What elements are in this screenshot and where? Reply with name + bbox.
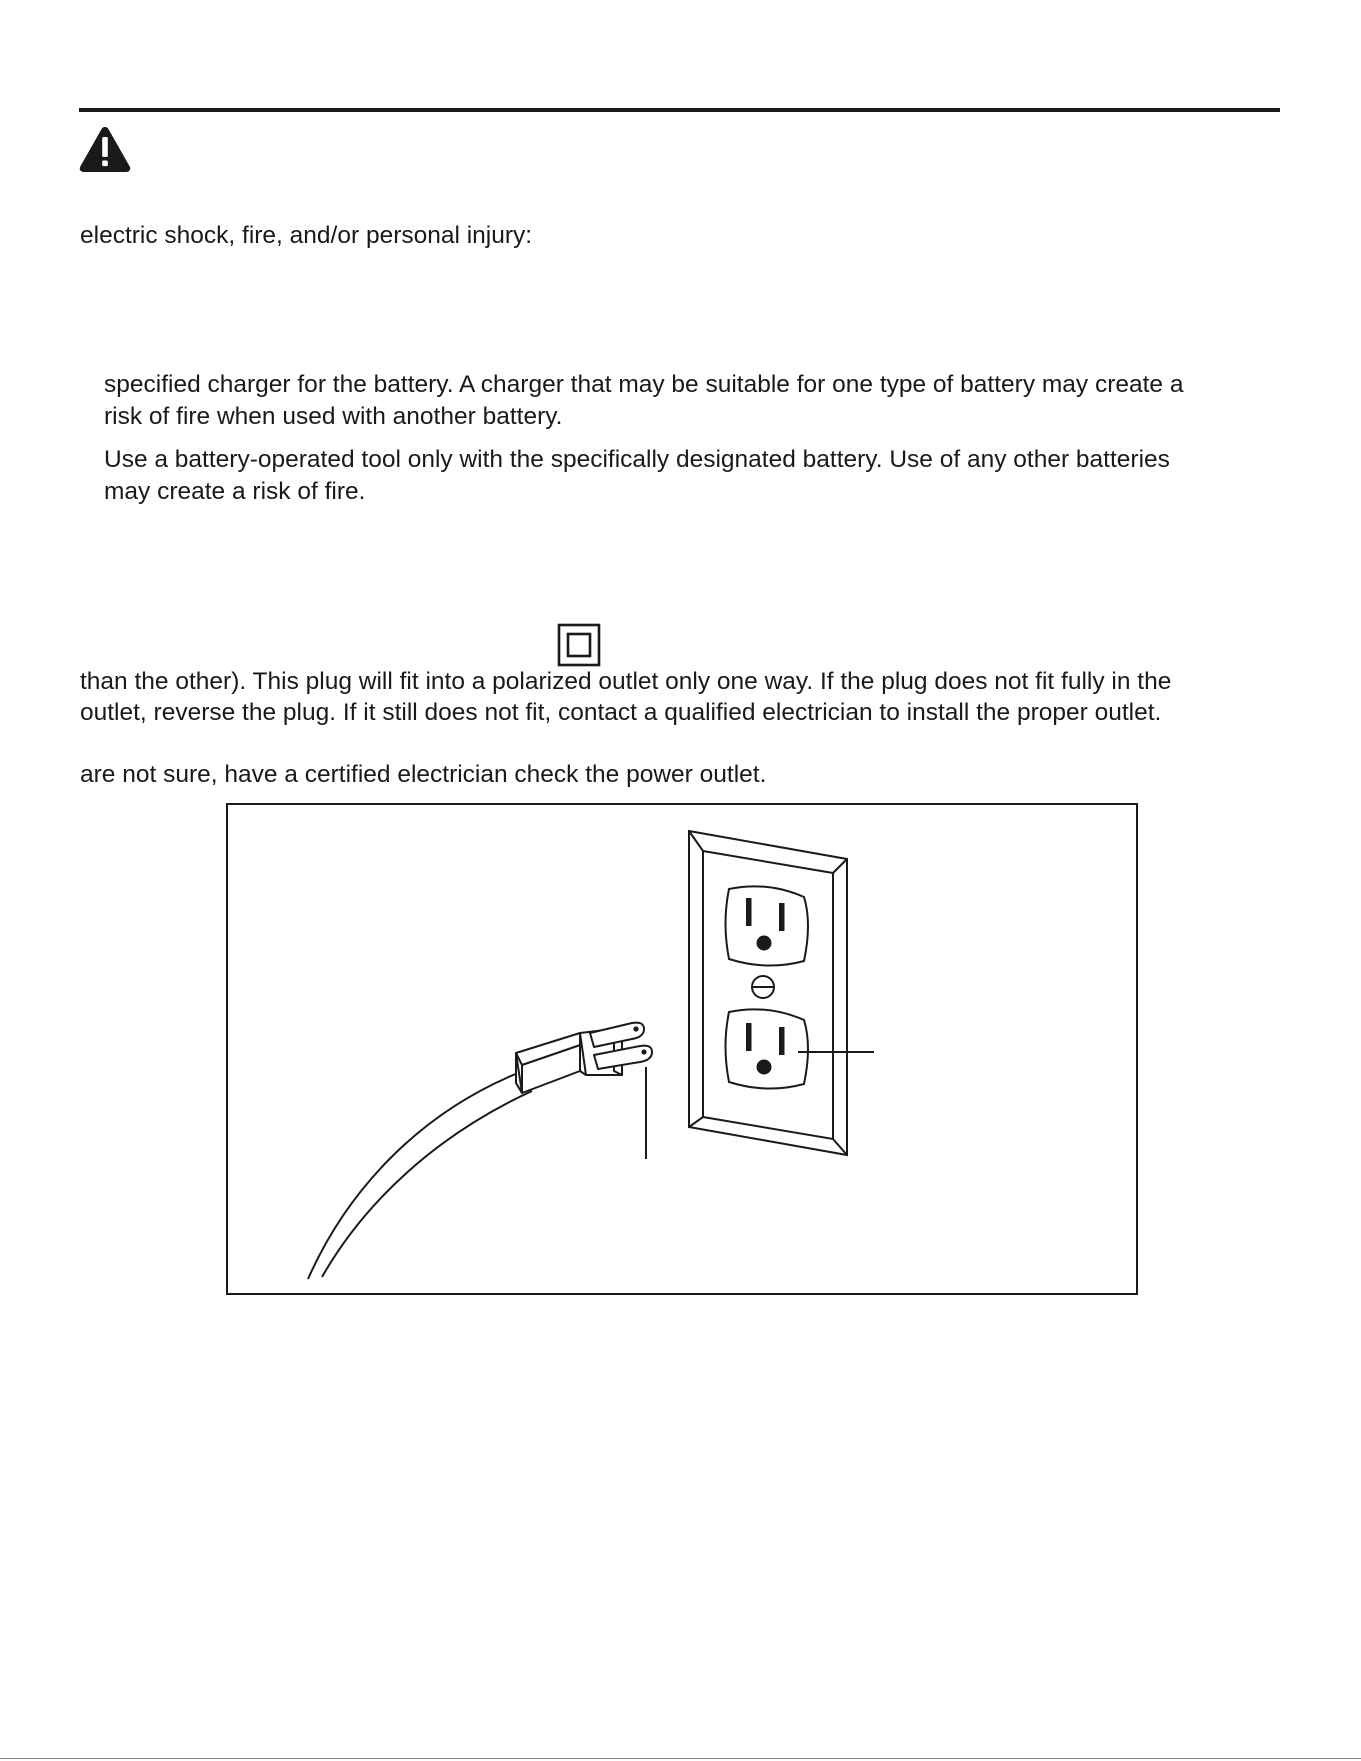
double-insulation-icon [557,623,601,667]
polarized-line-2: outlet, reverse the plug. If it still does not fit, contact a qualified electrician to install the proper outlet. [80,699,1162,726]
figure-frame [227,804,1137,1294]
battery-bullet-line-1: Use a battery-operated tool only with the specifically designated battery. Use of any other batteries [104,446,1170,473]
polarized-plug-figure [226,803,1138,1295]
intro-line: electric shock, fire, and/or personal injury: [80,222,533,249]
charger-bullet-line-2: risk of fire when used with another battery. [104,403,563,430]
upper-receptacle [726,886,809,965]
bottom-rule [0,1758,1361,1759]
warning-triangle-icon [78,124,132,174]
polarized-line-1: than the other). This plug will fit into a polarized outlet only one way. If the plug does not fit fully in the [80,668,1172,695]
outlet-check-line: are not sure, have a certified electrician check the power outlet. [80,761,767,788]
battery-bullet-line-2: may create a risk of fire. [104,478,366,505]
lower-receptacle [726,1009,809,1088]
cover-screw [752,976,774,998]
top-rule [79,108,1280,112]
charger-bullet-line-1: specified charger for the battery. A charger that may be suitable for one type of battery may create a [104,371,1184,398]
